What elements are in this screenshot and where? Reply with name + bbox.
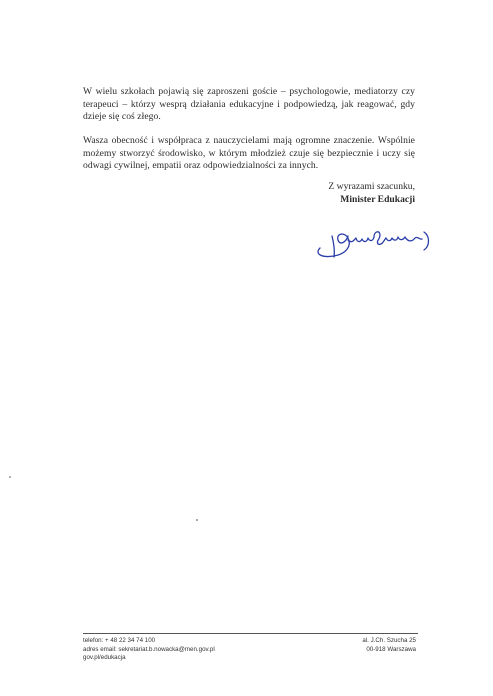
closing-phrase: Z wyrazami szacunku,: [328, 181, 415, 192]
footer-phone: telefon: + 48 22 34 74 100: [83, 637, 156, 644]
letter-closing-block: [328, 181, 415, 206]
footer-website[interactable]: gov.pl/edukacja: [83, 654, 126, 662]
footer-address-street: al. J.Ch. Szucha 25: [362, 637, 416, 644]
footer-address-city: 00-918 Warszawa: [366, 645, 416, 653]
scan-speck: [196, 519, 198, 521]
letter-paragraph-1: W wielu szkołach pojawią się zaproszeni goście – psychologowie, mediatorzy czy terapeuci – którzy wesprą działania edukacyjne i podpowiedzą, jak reagować, gdy dzieje się coś złego.: [83, 86, 415, 123]
scan-speck: [9, 476, 11, 478]
footer-contact: [83, 637, 215, 663]
handwritten-signature: [312, 226, 434, 262]
signatory-title: Minister Edukacji: [340, 193, 415, 205]
footer-email[interactable]: adres email: sekretariat.b.nowacka@men.gov.pl: [83, 645, 215, 653]
footer-address: [362, 637, 416, 654]
footer-divider: [83, 633, 418, 634]
letter-paragraph-2: Wasza obecność i współpraca z nauczycielami mają ogromne znaczenie. Wspólnie możemy stworzyć środowisko, w którym młodzież czuje się bezpiecznie i uczy się odwagi cywilnej, empatii oraz odpowiedzialności za innych.: [83, 135, 415, 172]
